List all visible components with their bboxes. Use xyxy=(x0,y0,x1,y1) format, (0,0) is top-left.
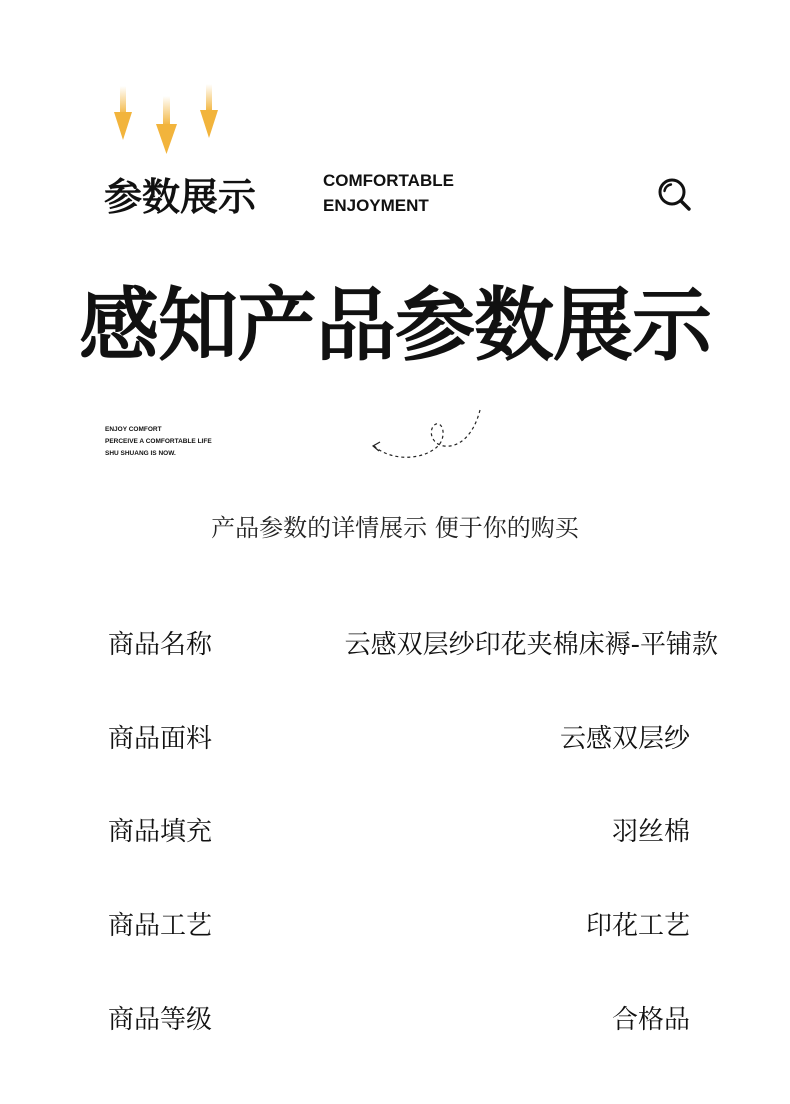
param-label: 商品工艺 xyxy=(108,911,213,941)
tagline-en xyxy=(105,424,212,460)
subtitle: 产品参数的详情展示 便于你的购买 xyxy=(211,514,579,542)
param-row xyxy=(0,999,790,1039)
arrow-down-icon xyxy=(200,84,218,138)
param-label: 商品填充 xyxy=(108,817,213,847)
arrow-down-icon xyxy=(114,86,132,140)
param-value: 合格品 xyxy=(611,1005,690,1035)
header-subtitle-en xyxy=(323,168,454,218)
page-title: 感知产品参数展示 xyxy=(79,279,711,372)
param-value: 云感双层纱 xyxy=(559,724,690,754)
param-row xyxy=(0,905,790,945)
arrow-down-icons xyxy=(108,84,228,156)
section-label: 参数展示 xyxy=(104,175,257,219)
tagline-en-line1: ENJOY COMFORT xyxy=(105,426,162,433)
dashed-squiggle-icon xyxy=(362,404,490,468)
param-value: 云感双层纱印花夹棉床褥-平铺款 xyxy=(344,630,718,660)
param-row xyxy=(0,624,790,664)
arrow-down-icon xyxy=(156,96,177,154)
param-row xyxy=(0,718,790,758)
param-value: 印花工艺 xyxy=(585,911,690,941)
header-subtitle-en-line1: COMFORTABLE xyxy=(323,171,454,190)
header-subtitle-en-line2: ENJOYMENT xyxy=(323,196,429,215)
tagline-en-line3: SHU SHUANG IS NOW. xyxy=(105,450,176,457)
param-label: 商品面料 xyxy=(108,724,213,754)
param-value: 羽丝棉 xyxy=(611,817,690,847)
tagline-en-line2: PERCEIVE A COMFORTABLE LIFE xyxy=(105,438,212,445)
param-label: 商品名称 xyxy=(108,630,213,660)
param-row xyxy=(0,811,790,851)
search-icon[interactable] xyxy=(656,176,694,214)
param-label: 商品等级 xyxy=(108,1005,213,1035)
